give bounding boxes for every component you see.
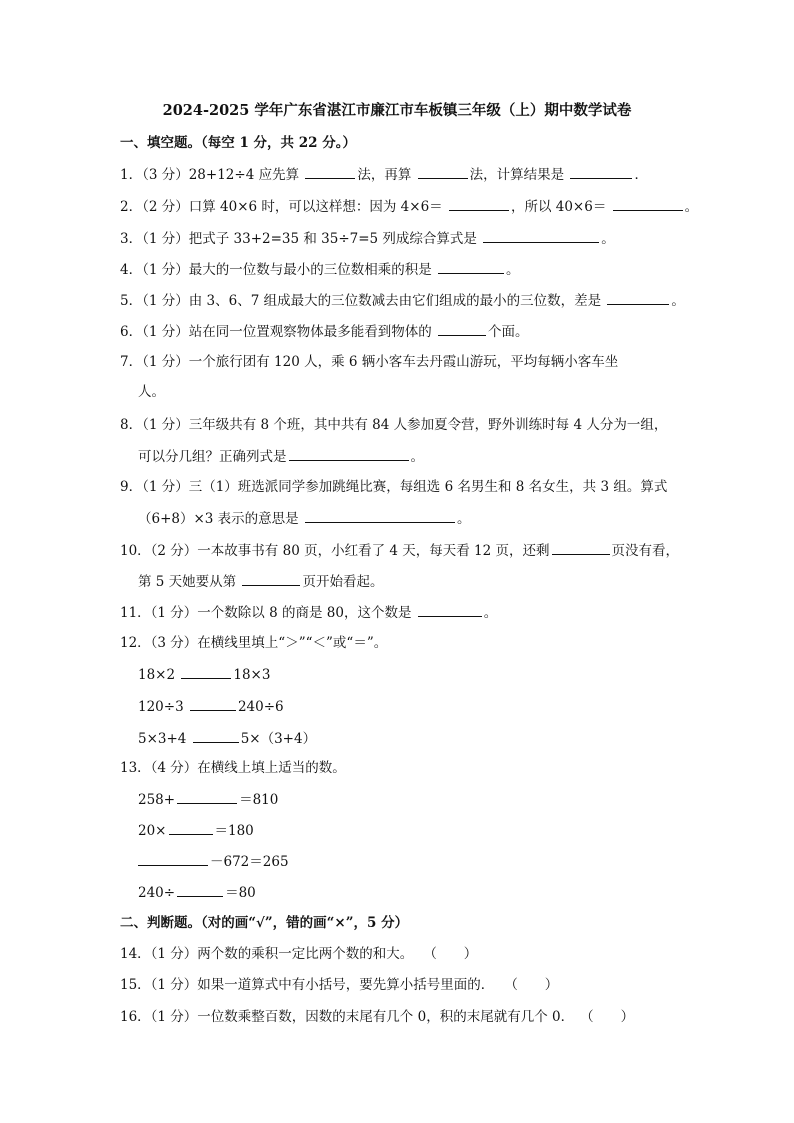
question-12-text: 5×（3+4） bbox=[240, 731, 317, 747]
answer-blank[interactable] bbox=[138, 851, 208, 866]
question-1-text: 法，计算结果是 bbox=[469, 167, 569, 183]
question-8-text: 可以分几组？正确列式是 bbox=[138, 449, 287, 465]
question-1-text: ． bbox=[634, 167, 648, 183]
question-13-row bbox=[138, 851, 289, 872]
answer-blank[interactable] bbox=[177, 789, 237, 804]
question-8 bbox=[120, 415, 667, 435]
answer-blank[interactable] bbox=[607, 290, 669, 305]
answer-blank[interactable] bbox=[181, 664, 231, 679]
question-7-text: 7．（1 分）一个旅行团有 120 人，乘 6 辆小客车去丹霞山游玩，平均每辆小客车坐 bbox=[120, 354, 619, 370]
question-13-text: ＝180 bbox=[214, 823, 254, 839]
question-8-text: 8．（1 分）三年级共有 8 个班，其中共有 84 人参加夏令营，野外训练时每 4 人分为一组， bbox=[120, 417, 668, 433]
question-4-text: 4．（1 分）最大的一位数与最小的三位数相乘的积是 bbox=[120, 262, 437, 278]
question-10 bbox=[120, 540, 679, 561]
question-13-row bbox=[138, 882, 256, 903]
question-10-text: 页没有看， bbox=[611, 543, 680, 559]
question-11 bbox=[120, 602, 497, 623]
answer-parentheses[interactable]: （ ） bbox=[423, 946, 478, 962]
section-fill-in-heading: 一、填空题。（每空 1 分，共 22 分。） bbox=[120, 135, 356, 151]
question-6 bbox=[120, 321, 529, 342]
question-4 bbox=[120, 259, 520, 280]
question-13-text: －672＝265 bbox=[210, 854, 289, 870]
question-13-text: 258+ bbox=[138, 792, 176, 808]
page-title: 2024-2025 学年广东省湛江市廉江市车板镇三年级（上）期中数学试卷 bbox=[162, 102, 632, 119]
question-12-text: 12．（3 分）在横线里填上“＞”“＜”或“＝”。 bbox=[120, 635, 388, 651]
question-12-text: 120÷3 bbox=[138, 699, 188, 715]
question-13 bbox=[120, 758, 346, 778]
question-6-text: 个面。 bbox=[488, 324, 529, 340]
question-2-text: ，所以 40×6＝ bbox=[510, 199, 611, 215]
question-2-text: 2．（2 分）口算 40×6 时，可以这样想：因为 4×6＝ bbox=[120, 199, 447, 215]
answer-blank[interactable] bbox=[177, 882, 223, 897]
question-12-row bbox=[138, 728, 316, 749]
question-3-text: 3．（1 分）把式子 33+2=35 和 35÷7=5 列成综合算式是 bbox=[120, 231, 482, 247]
question-9-text: （6+8）×3 表示的意思是 bbox=[138, 511, 303, 527]
question-8-text: 。 bbox=[410, 449, 424, 465]
answer-blank[interactable] bbox=[552, 540, 610, 555]
question-13-text: 20× bbox=[138, 823, 167, 839]
question-13-text: ＝810 bbox=[239, 792, 279, 808]
section-judgement-heading: 二、判断题。（对的画“√”，错的画“×”，5 分） bbox=[120, 915, 409, 931]
question-1-text: 法，再算 bbox=[357, 167, 416, 183]
question-13-text: 13．（4 分）在横线上填上适当的数。 bbox=[120, 760, 346, 776]
question-12-text: 240÷6 bbox=[237, 699, 284, 715]
question-10-cont bbox=[138, 571, 383, 592]
question-7-cont bbox=[138, 382, 165, 402]
question-15 bbox=[120, 975, 558, 995]
question-9-cont bbox=[138, 508, 470, 529]
question-11-text: 11．（1 分）一个数除以 8 的商是 80，这个数是 bbox=[120, 605, 416, 621]
answer-blank[interactable] bbox=[570, 164, 632, 179]
answer-blank[interactable] bbox=[190, 696, 236, 711]
question-5-text: 。 bbox=[671, 293, 685, 309]
question-5-text: 5．（1 分）由 3、6、7 组成最大的三位数减去由它们组成的最小的三位数，差是 bbox=[120, 293, 606, 309]
question-5 bbox=[120, 290, 685, 311]
question-12-text: 18×2 bbox=[138, 667, 180, 683]
question-2 bbox=[120, 196, 698, 217]
question-16 bbox=[120, 1007, 634, 1027]
question-7 bbox=[120, 352, 618, 372]
question-14-text: 14．（1 分）两个数的乘积一定比两个数的和大。 bbox=[120, 946, 414, 962]
question-12-text: 18×3 bbox=[233, 667, 271, 683]
question-10-text: 第 5 天她要从第 bbox=[138, 574, 241, 590]
answer-blank[interactable] bbox=[305, 508, 455, 523]
question-12-row bbox=[138, 696, 284, 717]
question-13-row bbox=[138, 820, 254, 841]
question-13-text: ＝80 bbox=[225, 885, 256, 901]
question-13-row bbox=[138, 789, 278, 810]
answer-blank[interactable] bbox=[193, 728, 239, 743]
question-4-text: 。 bbox=[506, 262, 520, 278]
answer-blank[interactable] bbox=[438, 259, 504, 274]
answer-blank[interactable] bbox=[289, 446, 409, 461]
question-16-text: 16．（1 分）一位数乘整百数，因数的末尾有几个 0，积的末尾就有几个 0． bbox=[120, 1009, 575, 1025]
question-1 bbox=[120, 164, 648, 185]
question-12 bbox=[120, 633, 387, 653]
question-9 bbox=[120, 477, 667, 497]
question-9-text: 9．（1 分）三（1）班选派同学参加跳绳比赛，每组选 6 名男生和 8 名女生，共 3 组。算式 bbox=[120, 479, 668, 495]
question-7-text: 人。 bbox=[138, 384, 165, 400]
question-1-text: 1．（3 分）28+12÷4 应先算 bbox=[120, 167, 304, 183]
question-3-text: 。 bbox=[601, 231, 615, 247]
answer-blank[interactable] bbox=[449, 196, 509, 211]
answer-blank[interactable] bbox=[438, 321, 486, 336]
question-2-text: 。 bbox=[684, 199, 699, 215]
question-12-row bbox=[138, 664, 270, 685]
answer-blank[interactable] bbox=[242, 571, 300, 586]
question-15-text: 15．（1 分）如果一道算式中有小括号，要先算小括号里面的． bbox=[120, 977, 495, 993]
question-14 bbox=[120, 944, 477, 964]
question-6-text: 6．（1 分）站在同一位置观察物体最多能看到物体的 bbox=[120, 324, 437, 340]
answer-blank[interactable] bbox=[483, 228, 599, 243]
answer-blank[interactable] bbox=[418, 602, 482, 617]
question-12-text: 5×3+4 bbox=[138, 731, 191, 747]
question-8-cont bbox=[138, 446, 424, 467]
question-3 bbox=[120, 228, 615, 249]
question-9-text: 。 bbox=[456, 511, 471, 527]
answer-blank[interactable] bbox=[418, 164, 468, 179]
answer-parentheses[interactable]: （ ） bbox=[580, 1009, 635, 1025]
answer-blank[interactable] bbox=[613, 196, 683, 211]
question-13-text: 240÷ bbox=[138, 885, 176, 901]
question-11-text: 。 bbox=[483, 605, 498, 621]
question-10-text: 页开始看起。 bbox=[302, 574, 384, 590]
answer-blank[interactable] bbox=[305, 164, 355, 179]
answer-blank[interactable] bbox=[169, 820, 213, 835]
question-10-text: 10．（2 分）一本故事书有 80 页，小红看了 4 天，每天看 12 页，还剩 bbox=[120, 543, 550, 559]
answer-parentheses[interactable]: （ ） bbox=[504, 977, 559, 993]
